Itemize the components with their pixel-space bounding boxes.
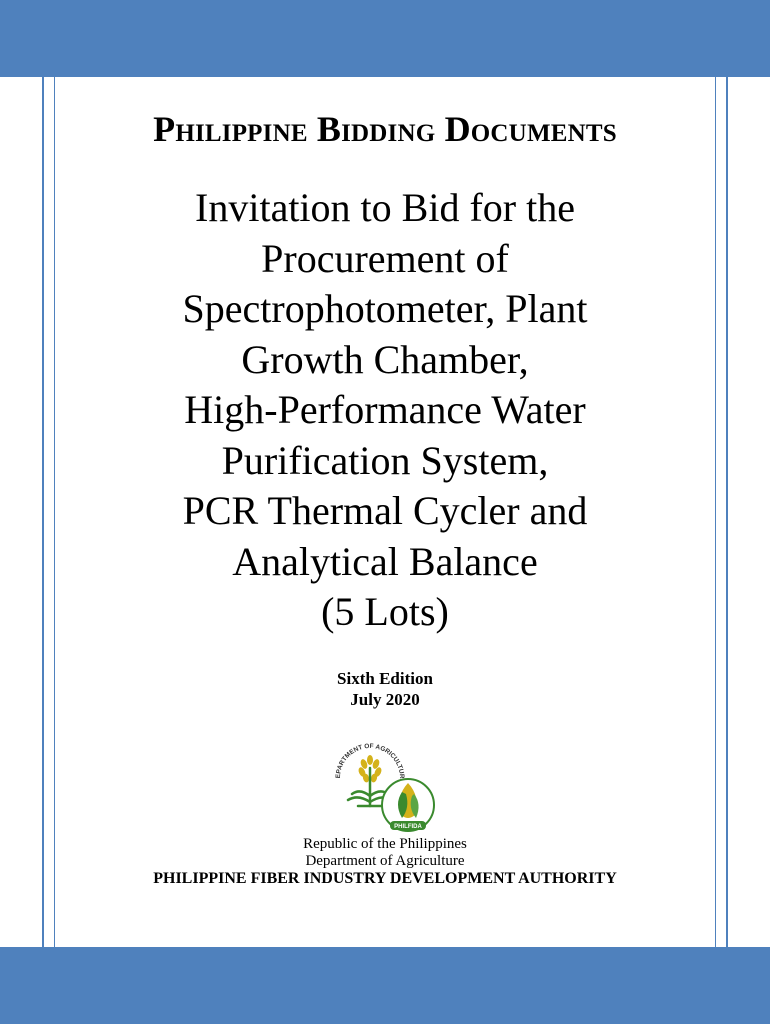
title-line: Procurement of (261, 235, 509, 281)
agency-logos (330, 738, 438, 838)
edition-block (0, 668, 770, 710)
title-line: Analytical Balance (232, 538, 538, 584)
title-line: Purification System, (221, 437, 549, 483)
left-border-line-outer (42, 77, 44, 947)
svg-text:PHILFIDA: PHILFIDA (394, 824, 422, 830)
top-border-band (0, 0, 770, 77)
svg-text:DEPARTMENT OF AGRICULTURE: EPARTMENT OF AGRICULTUR (334, 742, 406, 779)
title-line: (5 Lots) (321, 589, 449, 634)
invitation-title (60, 183, 710, 638)
department-line: Department of Agriculture (305, 853, 465, 869)
logo-graphic (330, 738, 438, 838)
authority-line: PHILIPPINE FIBER INDUSTRY DEVELOPMENT AUTHORITY (153, 870, 617, 887)
document-series-title: Philippine Bidding Documents (153, 109, 617, 149)
bottom-border-band (0, 947, 770, 1024)
title-line: High-Performance Water (184, 387, 586, 432)
right-border-line-inner (715, 77, 716, 947)
title-line: Growth Chamber, (241, 336, 529, 382)
edition-name: Sixth Edition (337, 669, 433, 688)
right-border-line-outer (726, 77, 728, 947)
issuing-agency-block (0, 836, 770, 887)
title-line: Spectrophotometer, Plant (182, 286, 588, 331)
philfida-logo (382, 779, 434, 831)
title-line: PCR Thermal Cycler and (182, 488, 588, 533)
republic-line: Republic of the Philippines (303, 836, 467, 852)
edition-date: July 2020 (350, 690, 420, 709)
title-line: Invitation to Bid for the (195, 185, 575, 230)
left-border-line-inner (54, 77, 55, 947)
